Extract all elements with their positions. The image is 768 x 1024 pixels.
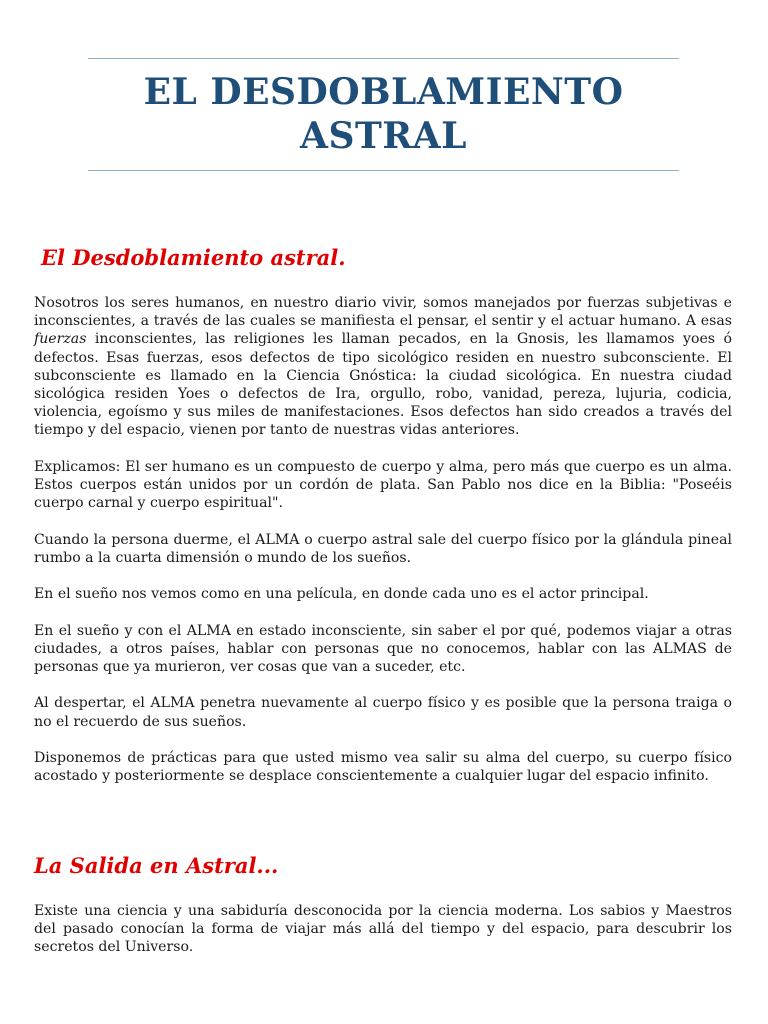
paragraph bbox=[34, 294, 732, 440]
paragraph: En el sueño y con el ALMA en estado inconsciente, sin saber el por qué, podemos viajar a otras ciudades, a otros países, hablar con personas que no conocemos, hablar con las ALMAS de personas que ya murieron, ver cosas que van a suceder, etc. bbox=[34, 622, 732, 675]
paragraph: Al despertar, el ALMA penetra nuevamente al cuerpo físico y es posible que la persona traiga o no el recuerdo de sus sueños. bbox=[34, 695, 732, 730]
paragraph: Existe una ciencia y una sabiduría desconocida por la ciencia moderna. Los sabios y Maestros del pasado conocían la forma de viajar más allá del tiempo y del espacio, para descubrir los secretos del Universo. bbox=[34, 903, 732, 956]
title-top-rule bbox=[88, 58, 679, 59]
section-heading-salida-astral: La Salida en Astral... bbox=[34, 853, 279, 878]
section-body-desdoblamiento bbox=[34, 294, 732, 804]
emphasis-text: fuerzas bbox=[34, 331, 87, 348]
section-heading-desdoblamiento: El Desdoblamiento astral. bbox=[41, 245, 346, 270]
document-title-line-2: ASTRAL bbox=[300, 115, 467, 157]
paragraph: Disponemos de prácticas para que usted mismo vea salir su alma del cuerpo, su cuerpo físico acostado y posteriormente se desplace conscientemente a cualquier lugar del espacio infinito. bbox=[34, 749, 732, 785]
title-bottom-rule bbox=[88, 170, 679, 171]
paragraph: Cuando la persona duerme, el ALMA o cuerpo astral sale del cuerpo físico por la glándula pineal rumbo a la cuarta dimensión o mundo de los sueños. bbox=[34, 531, 732, 566]
document-title-line-1: EL DESDOBLAMIENTO bbox=[143, 71, 624, 113]
paragraph-text: inconscientes, las religiones les llaman pecados, en la Gnosis, les llamamos yoes ó defectos. Esas fuerzas, esos defectos de tipo sicológico residen en nuestro subconsciente. El subconsciente es llamado en la Ciencia Gnóstica: la ciudad sicológica. En nuestra ciudad sicológica residen Yoes o defectos de Ira, orgullo, robo, vanidad, pereza, lujuria, codicia, violencia, egoísmo y sus miles de manifestaciones. Esos defectos han sido creados a través del tiempo y del espacio, vienen por tanto de nuestras vidas anteriores. bbox=[34, 331, 732, 439]
paragraph: En el sueño nos vemos como en una película, en donde cada uno es el actor principal. bbox=[34, 586, 649, 603]
paragraph-text: Nosotros los seres humanos, en nuestro diario vivir, somos manejados por fuerzas subjetivas e inconscientes, a través de las cuales se manifiesta el pensar, el sentir y el actuar humano. A esas bbox=[34, 295, 732, 330]
section-body-salida-astral bbox=[34, 902, 732, 975]
document-title bbox=[88, 70, 679, 158]
paragraph: Explicamos: El ser humano es un compuesto de cuerpo y alma, pero más que cuerpo es un alma. Estos cuerpos están unidos por un cordón de plata. San Pablo nos dice en la Biblia: "Poseéis cuerpo carnal y cuerpo espiritual". bbox=[34, 458, 732, 512]
